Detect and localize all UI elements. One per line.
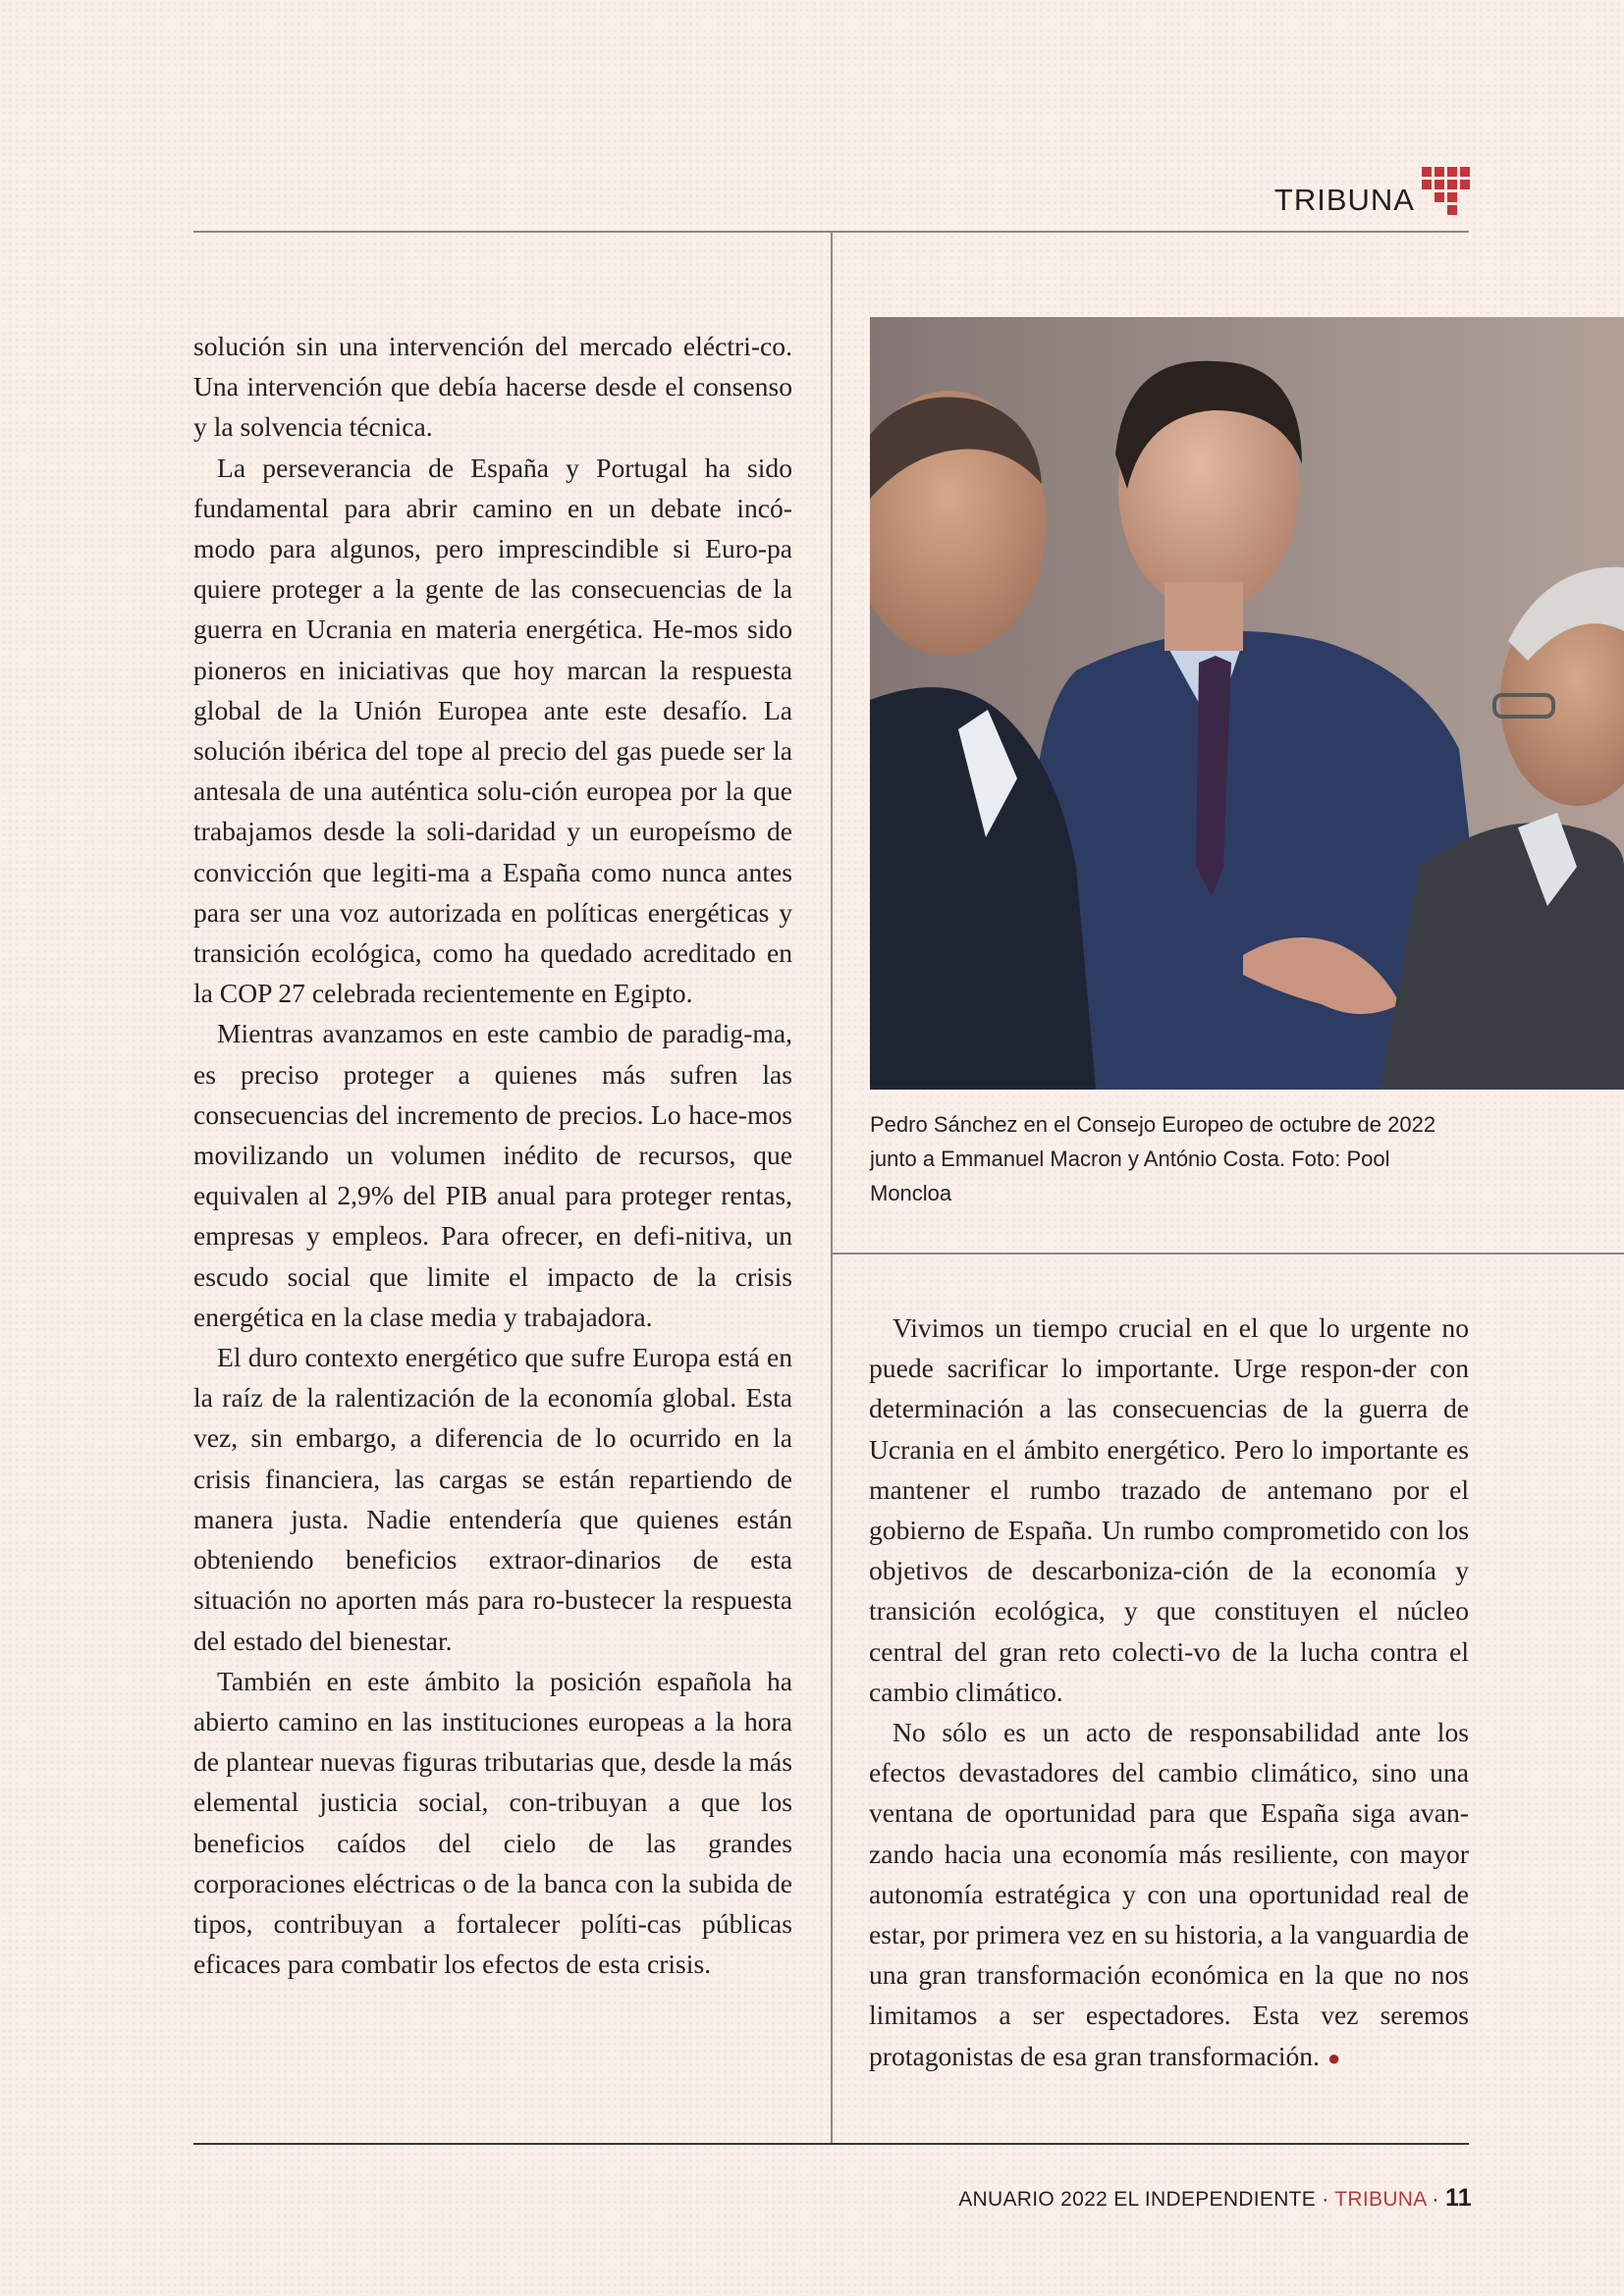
tribuna-logo-icon xyxy=(1422,167,1471,214)
column-divider xyxy=(831,232,833,2143)
paragraph: solución sin una intervención del mercado eléctri-co. Una intervención que debía hacerse desde el consenso y la solvencia técnica. xyxy=(193,331,792,443)
page-number: 11 xyxy=(1444,2184,1472,2212)
paragraph: La perseverancia de España y Portugal ha sido fundamental para abrir camino en un debate incó-modo para algunos, pero imprescindible si Euro-pa quiere proteger a la gente de las consecuencias de la guerra en Ucrania en materia energética. He-mos sido pioneros en iniciativas que hoy marcan la respuesta global de la Unión Europea ante este desafío. La solución ibérica del tope al precio del gas puede ser la antesala de una auténtica solu-ción europea por la que trabajamos desde la soli-daridad y un europeísmo de convicción que legiti-ma a España como nunca antes para ser una voz autorizada en políticas energéticas y transición ecológica, como ha quedado acreditado en la COP 27 celebrada recientemente en Egipto. xyxy=(193,452,792,1009)
paragraph: También en este ámbito la posición española ha abierto camino en las instituciones europeas a la hora de plantear nuevas figuras tributarias que, desde la más elemental justicia social, con-tribuyan a que los beneficios caídos del cielo de las grandes corporaciones eléctricas o de la banca con la subida de tipos, contribuyan a fortalecer políti-cas públicas eficaces para combatir los efectos de esta crisis. xyxy=(193,1665,792,1980)
paragraph-text: No sólo es un acto de responsabilidad ante los efectos devastadores del cambio climático, sino una ventana de oportunidad para que España siga avan-zando hacia una economía más resiliente, con mayor autonomía estratégica y con una oportunidad real de estar, por primera vez en su historia, a la vanguardia de una gran transformación económica en la que no nos limitamos a ser espectadores. Esta vez seremos protagonistas de esa gran transformación. xyxy=(869,1717,1469,2071)
page-footer xyxy=(958,2184,1472,2213)
footer-publication: ANUARIO 2022 EL INDEPENDIENTE · xyxy=(958,2188,1335,2211)
photo xyxy=(870,317,1624,1090)
paragraph: Vivimos un tiempo crucial en el que lo urgente no puede sacrificar lo importante. Urge respon-der con determinación a las consecuencias de la guerra de Ucrania en el ámbito energético. Pero lo importante es mantener el rumbo trazado de antemano por el gobierno de España. Un rumbo comprometido con los objetivos de descarboniza-ción de la economía y transición ecológica, y que constituyen el núcleo central del gran reto colecti-vo de la lucha contra el cambio climático. xyxy=(869,1312,1469,1707)
footer-separator: · xyxy=(1426,2188,1445,2211)
footer-rule xyxy=(193,2143,1469,2145)
section-label: TRIBUNA xyxy=(1273,183,1415,217)
left-column xyxy=(193,326,792,1984)
paragraph: Mientras avanzamos en este cambio de paradig-ma, es preciso proteger a quienes más sufren las consecuencias del incremento de precios. Lo hace-mos movilizando un volumen inédito de recursos, que equivalen al 2,9% del PIB anual para proteger rentas, empresas y empleos. Para ofrecer, en defi-nitiva, un escudo social que limite el impacto de la crisis energética en la clase media y trabajadora. xyxy=(193,1018,792,1332)
footer-section: TRIBUNA xyxy=(1334,2188,1427,2211)
paragraph xyxy=(869,1712,1469,2078)
photo-caption: Pedro Sánchez en el Consejo Europeo de octubre de 2022 junto a Emmanuel Macron y António Costa. Foto: Pool Moncloa xyxy=(870,1112,1436,1205)
photo-section-rule xyxy=(831,1253,1624,1255)
right-column xyxy=(869,1308,1469,2078)
end-mark-icon: ● xyxy=(1326,2045,1341,2070)
paragraph: El duro contexto energético que sufre Europa está en la raíz de la ralentización de la economía global. Esta vez, sin embargo, a diferencia de lo ocurrido en la crisis financiera, las cargas se están repartiendo de manera justa. Nadie entendería que quienes están obteniendo beneficios extraor-dinarios de esta situación no aporten más para ro-bustecer la respuesta del estado del bienestar. xyxy=(193,1342,792,1656)
